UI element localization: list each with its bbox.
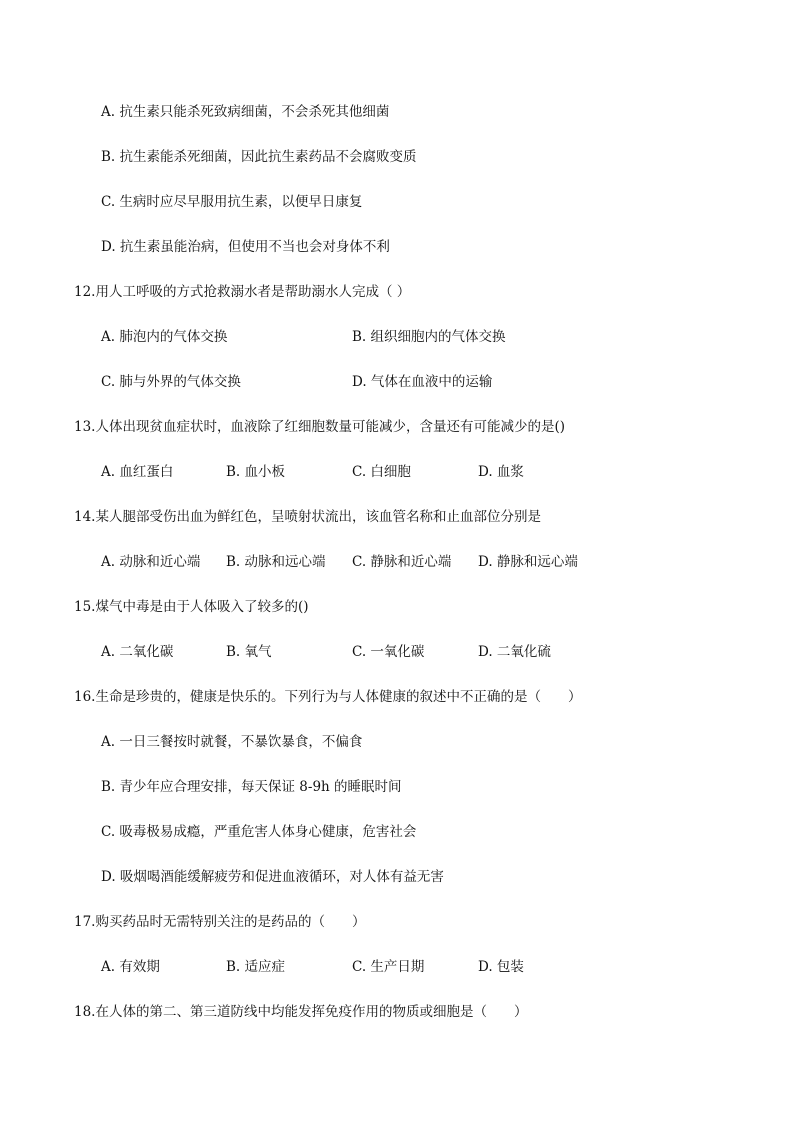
q18-stem: 18.在人体的第二、第三道防线中均能发挥免疫作用的物质或细胞是（ ） <box>74 1004 528 1020</box>
q16-stem: 16.生命是珍贵的，健康是快乐的。下列行为与人体健康的叙述中不正确的是（ ） <box>74 689 582 705</box>
q12-option-c: C. 肺与外界的气体交换 <box>101 374 241 390</box>
q11-option-d: D. 抗生素虽能治病，但使用不当也会对身体不利 <box>101 239 390 255</box>
q11-option-b: B. 抗生素能杀死细菌，因此抗生素药品不会腐败变质 <box>101 149 417 165</box>
q13-option-c: C. 白细胞 <box>352 464 411 480</box>
q15-option-d: D. 二氧化硫 <box>478 644 551 660</box>
q14-option-d: D. 静脉和远心端 <box>478 554 578 570</box>
q15-option-c: C. 一氧化碳 <box>352 644 425 660</box>
q11-option-c: C. 生病时应尽早服用抗生素，以便早日康复 <box>101 194 363 210</box>
q17-option-b: B. 适应症 <box>226 959 286 975</box>
q13-option-b: B. 血小板 <box>226 464 286 480</box>
q14-stem: 14.某人腿部受伤出血为鲜红色，呈喷射状流出，该血管名称和止血部位分别是 <box>74 509 541 525</box>
q17-stem: 17.购买药品时无需特别关注的是药品的（ ） <box>74 914 366 930</box>
q16-option-d: D. 吸烟喝酒能缓解疲劳和促进血液循环，对人体有益无害 <box>101 869 444 885</box>
q12-stem: 12.用人工呼吸的方式抢救溺水者是帮助溺水人完成（ ） <box>74 284 411 300</box>
q16-option-c: C. 吸毒极易成瘾，严重危害人体身心健康，危害社会 <box>101 824 417 840</box>
q12-option-d: D. 气体在血液中的运输 <box>352 374 493 390</box>
q15-stem: 15.煤气中毒是由于人体吸入了较多的() <box>74 599 309 615</box>
q16-option-b: B. 青少年应合理安排，每天保证 8-9h 的睡眠时间 <box>101 779 402 795</box>
q14-option-b: B. 动脉和远心端 <box>226 554 326 570</box>
q12-option-b: B. 组织细胞内的气体交换 <box>352 329 506 345</box>
q11-option-a: A. 抗生素只能杀死致病细菌，不会杀死其他细菌 <box>101 104 390 120</box>
q17-option-d: D. 包装 <box>478 959 524 975</box>
q14-option-c: C. 静脉和近心端 <box>352 554 452 570</box>
q17-option-a: A. 有效期 <box>101 959 160 975</box>
q12-option-a: A. 肺泡内的气体交换 <box>101 329 228 345</box>
q13-option-a: A. 血红蛋白 <box>101 464 174 480</box>
q15-option-b: B. 氧气 <box>226 644 272 660</box>
q17-option-c: C. 生产日期 <box>352 959 425 975</box>
q14-option-a: A. 动脉和近心端 <box>101 554 201 570</box>
q16-option-a: A. 一日三餐按时就餐，不暴饮暴食，不偏食 <box>101 734 363 750</box>
q15-option-a: A. 二氧化碳 <box>101 644 174 660</box>
q13-stem: 13.人体出现贫血症状时，血液除了红细胞数量可能减少，含量还有可能减少的是() <box>74 419 566 435</box>
q13-option-d: D. 血浆 <box>478 464 524 480</box>
